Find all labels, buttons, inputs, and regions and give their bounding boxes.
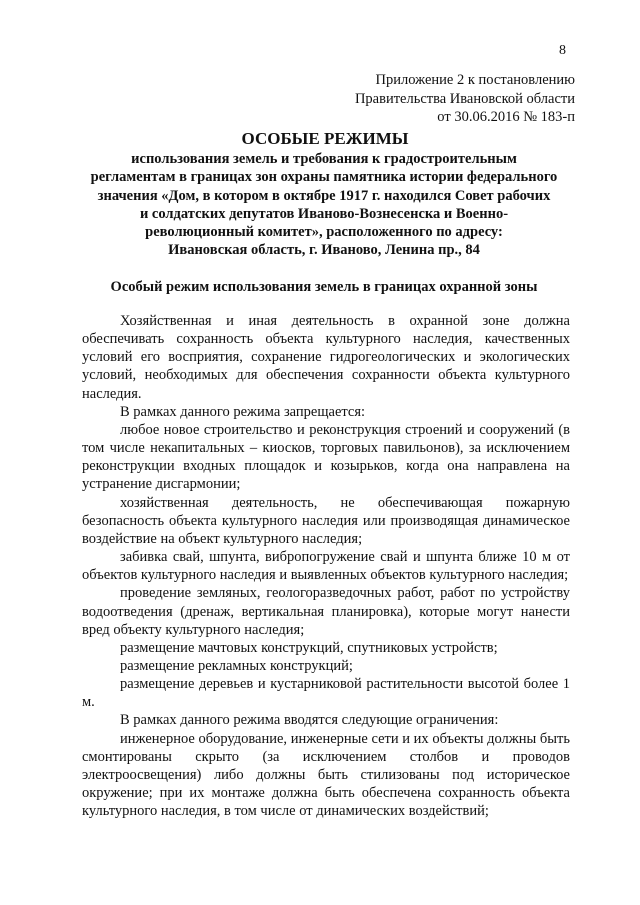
body-text	[82, 312, 570, 820]
page-number: 8	[559, 43, 566, 58]
section-heading: Особый режим использования земель в границах охранной зоны	[110, 279, 538, 295]
subtitle-line: Ивановская область, г. Иваново, Ленина пр., 84	[168, 242, 480, 259]
paragraph: проведение земляных, геологоразведочных работ, работ по устройству водоотведения (дренаж, вертикальная планировка), которые могут нанести вред объекту культурного наследия;	[82, 585, 570, 638]
subtitle-line: регламентам в границах зон охраны памятника истории федерального	[90, 169, 558, 186]
paragraph: инженерное оборудование, инженерные сети и их объекты должны быть смонтированы скрыто (за исключением столбов и проводов электроосвещения) либо должны быть стилизованы под историческое окружение; при их монтаже должна быть обеспечена сохранность объекта культурного наследия, в том числе от динамических воздействий;	[82, 730, 570, 820]
subtitle-line: использования земель и требования к градостроительным	[131, 151, 517, 167]
subtitle-line: и солдатских депутатов Иваново-Вознесенска и Военно-	[139, 205, 509, 222]
subtitle-line: революционный комитет», расположенного по адресу:	[145, 224, 503, 241]
paragraph: размещение мачтовых конструкций, спутниковых устройств;	[120, 639, 498, 656]
document-subtitle	[88, 150, 560, 260]
paragraph: хозяйственная деятельность, не обеспечивающая пожарную безопасность объекта культурного наследия или производящая динамическое воздействие на объект культурного наследия;	[82, 494, 570, 547]
paragraph: В рамках данного режима вводятся следующие ограничения:	[120, 712, 499, 729]
appendix-note	[355, 71, 575, 127]
subtitle-line: значения «Дом, в котором в октябре 1917 г. находился Совет рабочих	[97, 187, 551, 204]
paragraph: Хозяйственная и иная деятельность в охранной зоне должна обеспечивать сохранность объекта культурного наследия, качественных условий его восприятия, сохранение гидрогеологических и экологических условий, необходимых для обеспечения сохранности объекта культурного наследия.	[82, 313, 570, 402]
paragraph: размещение рекламных конструкций;	[120, 657, 353, 674]
appendix-line: Правительства Ивановской области	[354, 90, 575, 107]
appendix-line: Приложение 2 к постановлению	[375, 72, 575, 88]
appendix-line: от 30.06.2016 № 183-п	[437, 109, 575, 125]
paragraph: размещение деревьев и кустарниковой растительности высотой более 1 м.	[82, 676, 570, 711]
paragraph: забивка свай, шпунта, вибропогружение свай и шпунта ближе 10 м от объектов культурного наследия и выявленных объектов культурного наследия;	[82, 549, 570, 584]
paragraph: любое новое строительство и реконструкция строений и сооружений (в том числе некапитальных – киосков, торговых павильонов), за исключением реконструкции входных площадок и козырьков, когда она направлена на устранение дисгармонии;	[82, 421, 570, 493]
document-title: ОСОБЫЕ РЕЖИМЫ	[241, 129, 409, 148]
paragraph: В рамках данного режима запрещается:	[120, 403, 366, 420]
